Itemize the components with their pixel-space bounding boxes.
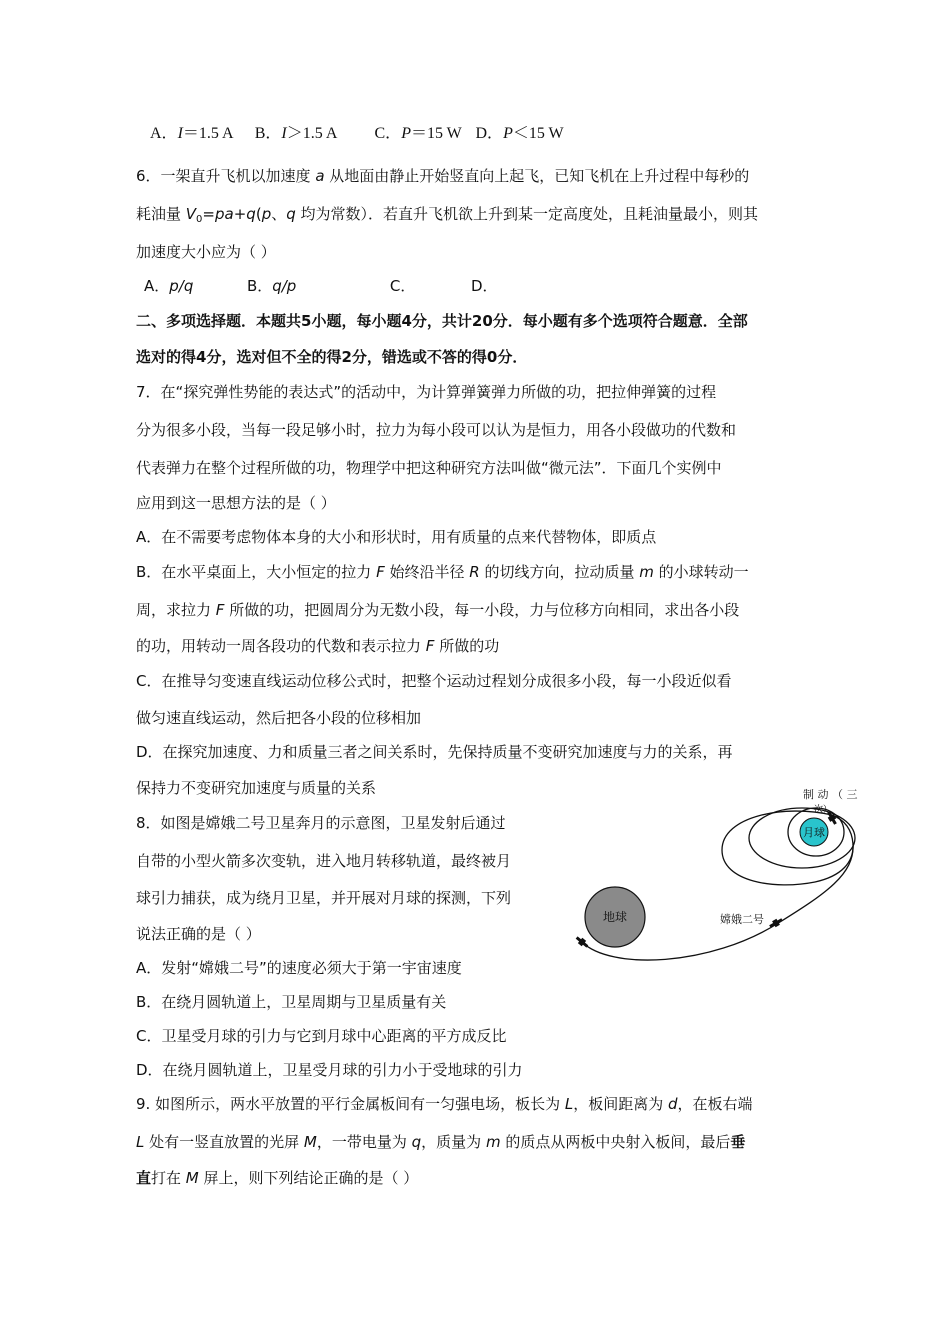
q7-option-a[interactable]: A．在不需要考虑物体本身的大小和形状时，用有质量的点来代替物体，即质点 [136,528,657,546]
q6-option-b[interactable]: B．q/p [246,277,297,295]
q6-stem-line2: 耗油量 $V_0=pa+q(p$、q 均为常数）．若直升飞机欲上升到某一定高度处，且耗油量最小，则其 [136,205,759,225]
q7-option-b-line1[interactable]: B．在水平桌面上，大小恒定的拉力 F 始终沿半径 R 的切线方向，拉动质量 m 的小球转动一 [136,563,749,581]
q8-stem-line4: 说法正确的是（ ） [136,925,261,943]
q5-options [150,124,564,144]
q6-stem-line1: 6．一架直升飞机以加速度 a 从地面由静止开始竖直向上起飞，已知飞机在上升过程中每秒的 [136,167,750,185]
earth-label: 地球 [602,910,628,924]
q6-option-c[interactable]: C． [389,277,416,295]
moon-label: 月球 [803,826,825,839]
q7-option-c-line2: 做匀速直线运动，然后把各小段的位移相加 [136,709,422,727]
q7-stem-line3: 代表弹力在整个过程所做的功，物理学中把这种研究方法叫做“微元法”．下面几个实例中 [136,459,722,477]
section2-heading-line1: 二、多项选择题．本题共5小题，每小题4分，共计20分．每小题有多个选项符合题意．全部 [136,312,748,330]
q8-orbit-figure [570,782,880,972]
q7-stem-line2: 分为很多小段，当每一段足够小时，拉力为每小段可以认为是恒力，用各小段做功的代数和 [136,421,737,439]
section2-heading-line2: 选对的得4分，选对但不全的得2分，错选或不答的得0分． [136,348,528,366]
brake-label-2: 次） [814,805,833,815]
q8-stem-line1: 8．如图是嫦娥二号卫星奔月的示意图，卫星发射后通过 [136,814,506,832]
q7-option-b-line2: 周，求拉力 F 所做的功，把圆周分为无数小段，每一小段，力与位移方向相同，求出各小段 [136,601,740,619]
q8-option-c[interactable]: C．卫星受月球的引力与它到月球中心距离的平方成反比 [136,1027,507,1045]
q8-stem-line2: 自带的小型火箭多次变轨，进入地月转移轨道，最终被月 [136,852,512,870]
q9-stem-line3: 直打在 M 屏上，则下列结论正确的是（ ） [136,1169,419,1187]
q7-option-b-line3: 的功，用转动一周各段功的代数和表示拉力 F 所做的功 [136,637,500,655]
q7-stem-line1: 7．在“探究弹性势能的表达式”的活动中，为计算弹簧弹力所做的功，把拉伸弹簧的过程 [136,383,717,401]
q9-stem-line1: 9. 如图所示，两水平放置的平行金属板间有一匀强电场，板长为 L，板间距离为 d，在板右端 [136,1095,753,1113]
q6-stem-line3: 加速度大小应为（ ） [136,243,276,261]
q5-option-b[interactable]: B．I＞1.5 A [254,125,337,142]
q7-stem-line4: 应用到这一思想方法的是（ ） [136,494,336,512]
satellite-label: 嫦娥二号 [720,913,764,926]
brake-label: 制 动 （ 三 [803,788,858,801]
q8-option-d[interactable]: D．在绕月圆轨道上，卫星受月球的引力小于受地球的引力 [136,1061,523,1079]
q5-option-a[interactable]: A．I＝1.5 A [150,125,233,142]
q5-option-d[interactable]: D．P＜15 W [475,125,564,142]
q7-option-d-line1[interactable]: D．在探究加速度、力和质量三者之间关系时，先保持质量不变研究加速度与力的关系，再 [136,743,733,761]
q9-stem-line2: L 处有一竖直放置的光屏 M，一带电量为 q，质量为 m 的质点从两板中央射入板间，最后垂 [136,1133,746,1151]
q5-option-c[interactable]: C．P＝15 W [374,125,462,142]
q8-option-b[interactable]: B．在绕月圆轨道上，卫星周期与卫星质量有关 [136,993,447,1011]
q8-stem-line3: 球引力捕获，成为绕月卫星，并开展对月球的探测，下列 [136,889,512,907]
q7-option-c-line1[interactable]: C．在推导匀变速直线运动位移公式时，把整个运动过程划分成很多小段，每一小段近似看 [136,672,732,690]
q8-option-a[interactable]: A．发射“嫦娥二号”的速度必须大于第一宇宙速度 [136,959,462,977]
q6-option-a[interactable]: A．p/q [144,277,194,295]
q6-option-d[interactable]: D． [470,277,498,295]
q7-option-d-line2: 保持力不变研究加速度与质量的关系 [136,779,377,797]
q6-options [144,276,498,296]
